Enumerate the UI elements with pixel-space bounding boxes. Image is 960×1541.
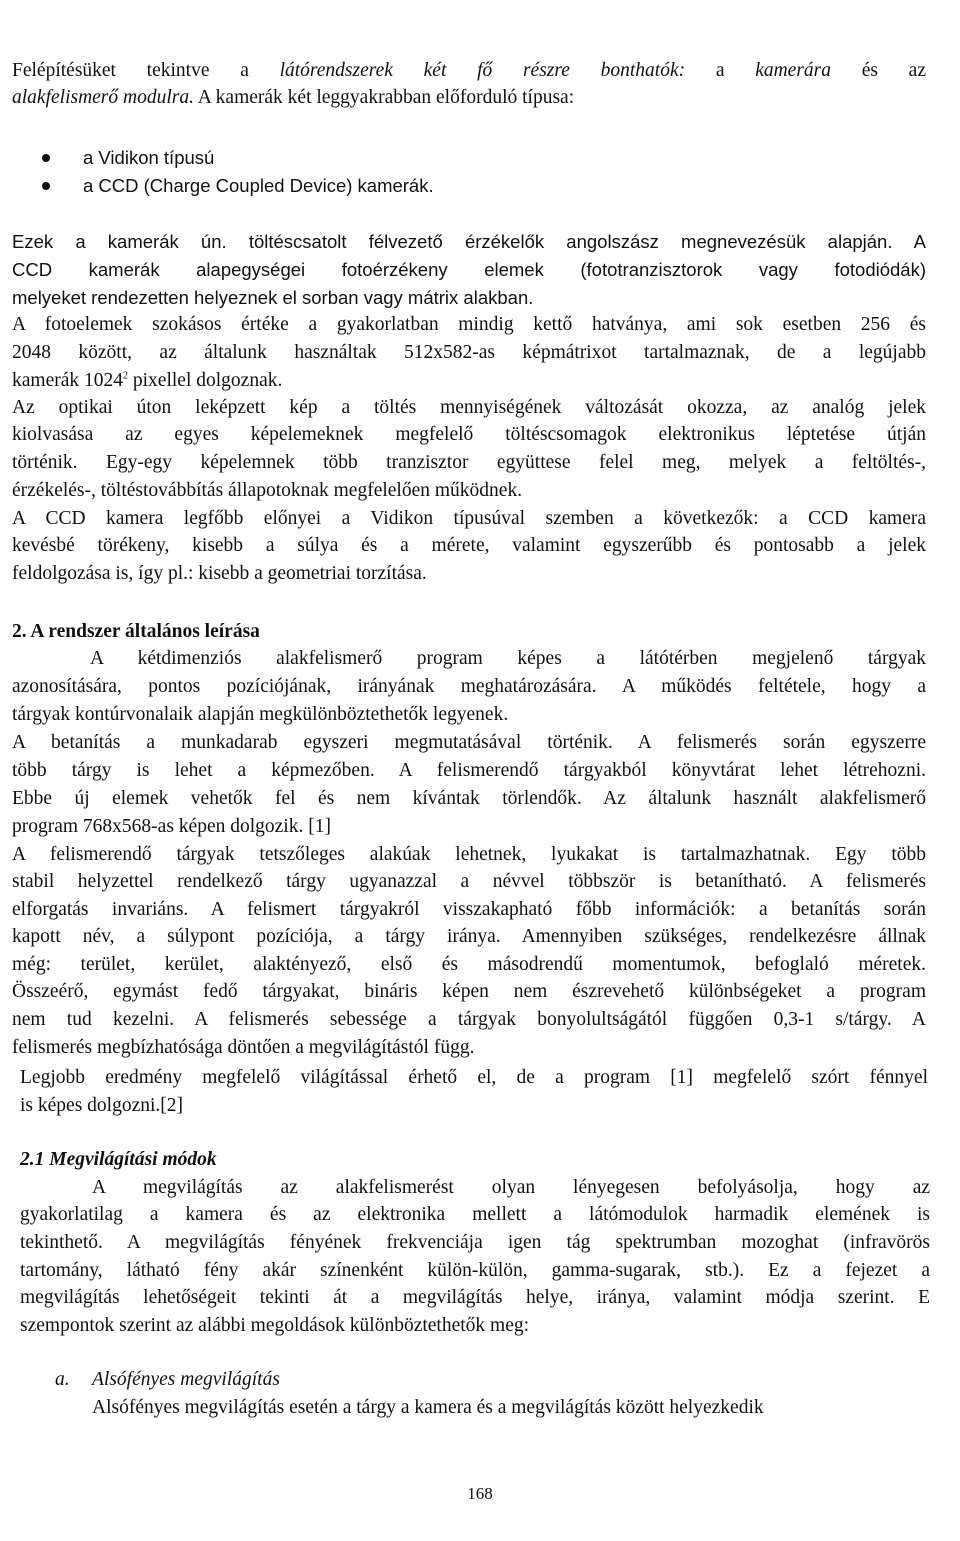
intro-emphasis: kamerára	[755, 60, 832, 81]
intro-text: és az	[831, 60, 926, 81]
bullet-item: a Vidikon típusú	[83, 147, 215, 168]
paragraph-line: feldolgozása is, így pl.: kisebb a geometriai torzítása.	[12, 563, 427, 584]
page-number: 168	[467, 1484, 493, 1503]
paragraph-line: A megvilágítás az alakfelismerést olyan lényegesen befolyásolja, hogy az	[92, 1177, 930, 1198]
paragraph-line: nem tud kezelni. A felismerés sebessége a tárgyak bonyolultságától függően 0,3-1 s/tárgy. A	[12, 1009, 926, 1030]
paragraph-line: még: terület, kerület, alaktényező, első és másodrendű momentumok, befoglaló méretek.	[12, 954, 926, 975]
paragraph-line: Alsófényes megvilágítás esetén a tárgy a kamera és a megvilágítás között helyezkedik	[92, 1397, 764, 1418]
intro-emphasis: látórendszerek két fő részre bonthatók:	[279, 60, 686, 81]
paragraph-line: kiolvasása az egyes képelemeknek megfelelő töltéscsomagok elektronikus léptetése útján	[12, 424, 926, 445]
section-heading: 2. A rendszer általános leírása	[12, 621, 260, 642]
subsection-heading: 2.1 Megvilágítási módok	[20, 1149, 217, 1170]
paragraph-line: A kétdimenziós alakfelismerő program képes a látótérben megjelenő tárgyak	[90, 648, 926, 669]
paragraph-line: program 768x568-as képen dolgozik. [1]	[12, 816, 331, 837]
bullet-dot	[42, 182, 50, 190]
intro-text: a	[685, 60, 756, 81]
paragraph-line: A fotoelemek szokásos értéke a gyakorlatban mindig kettő hatványa, ami sok esetben 256 és	[12, 314, 926, 335]
paragraph-line: kapott név, a súlypont pozíciója, a tárgy iránya. Amennyiben szükséges, rendelkezésre állnak	[12, 926, 926, 947]
paragraph-line: felismerés megbízhatósága döntően a megvilágítástól függ.	[12, 1037, 475, 1058]
paragraph-line: A CCD kamera legfőbb előnyei a Vidikon típusúval szemben a következők: a CCD kamera	[12, 508, 926, 529]
paragraph-line: tartomány, látható fény akár színenként külön-külön, gamma-sugarak, stb.). Ez a fejezet a	[20, 1260, 930, 1281]
paragraph-line: Ezek a kamerák ún. töltéscsatolt félvezető érzékelők angolszász megnevezésük alapján. A	[12, 231, 926, 252]
paragraph-line: megvilágítás lehetőségeit tekinti át a megvilágítás helye, iránya, valamint módja szerint. E	[20, 1287, 930, 1308]
paragraph-line: is képes dolgozni.[2]	[20, 1095, 184, 1116]
paragraph-line: CCD kamerák alapegységei fotoérzékeny elemek (fototranzisztorok vagy fotodiódák)	[12, 259, 926, 280]
bullet-item: a CCD (Charge Coupled Device) kamerák.	[83, 175, 434, 196]
paragraph-line: érzékelés-, töltéstovábbítás állapotoknak megfelelően működnek.	[12, 480, 523, 501]
paragraph-line: elforgatás invariáns. A felismert tárgyakról visszakapható főbb információk: a betanítás során	[12, 899, 926, 920]
paragraph-line: szempontok szerint az alábbi megoldások különböztethetők meg:	[20, 1315, 530, 1336]
paragraph-line: Ebbe új elemek vehetők fel és nem kívántak törlendők. Az általunk használt alakfelismerő	[12, 788, 926, 809]
intro-text: A kamerák két leggyakrabban előforduló típusa:	[193, 87, 575, 108]
list-label: a.	[55, 1369, 70, 1390]
paragraph-line: tárgyak kontúrvonalaik alapján megkülönböztethetők legyenek.	[12, 704, 509, 725]
paragraph-line: A felismerendő tárgyak tetszőleges alakúak lehetnek, lyukakat is tartalmazhatnak. Egy több	[12, 844, 926, 865]
intro-line-1	[12, 57, 926, 84]
paragraph-line: stabil helyzettel rendelkező tárgy ugyanazzal a névvel többször is betanítható. A felismerés	[12, 871, 926, 892]
paragraph-line: történik. Egy-egy képelemnek több tranzisztor együttese felel meg, melyek a feltöltés-,	[12, 452, 926, 473]
paragraph-text: pixellel dolgoznak.	[128, 370, 283, 391]
intro-text: Felépítésüket tekintve a	[12, 60, 280, 81]
paragraph-line: Összeérő, egymást fedő tárgyakat, bináris képen nem észrevehető különbségeket a program	[12, 981, 926, 1002]
intro-emphasis: alakfelismerő modulra.	[12, 87, 194, 108]
paragraph-line: Az optikai úton leképzett kép a töltés mennyiségének változását okozza, az analóg jelek	[12, 397, 926, 418]
paragraph-line: több tárgy is lehet a képmezőben. A felismerendő tárgyakból könyvtárat lehet létrehozni.	[12, 760, 926, 781]
paragraph-line: azonosítására, pontos pozíciójának, irányának meghatározására. A működés feltétele, hogy a	[12, 676, 926, 697]
paragraph-line: 2048 között, az általunk használtak 512x582-as képmátrixot tartalmaznak, de a legújabb	[12, 342, 926, 363]
paragraph-line: melyeket rendezetten helyeznek el sorban vagy mátrix alakban.	[12, 287, 534, 308]
paragraph-line: tekinthető. A megvilágítás fényének frekvenciája igen tág spektrumban mozoghat (infravörös	[20, 1232, 930, 1253]
paragraph-line	[12, 367, 926, 394]
paragraph-text: kamerák 1024	[12, 370, 124, 391]
list-heading: Alsófényes megvilágítás	[92, 1369, 280, 1390]
superscript: 2	[123, 370, 129, 382]
paragraph-line: A betanítás a munkadarab egyszeri megmutatásával történik. A felismerés során egyszerre	[12, 732, 926, 753]
paragraph-line: gyakorlatilag a kamera és az elektronika mellett a látómodulok harmadik elemének is	[20, 1204, 930, 1225]
paragraph-line: Legjobb eredmény megfelelő világítással érhető el, de a program [1] megfelelő szórt fénnyel	[20, 1067, 928, 1088]
intro-line-2	[12, 84, 926, 111]
paragraph-line: kevésbé törékeny, kisebb a súlya és a mérete, valamint egyszerűbb és pontosabb a jelek	[12, 535, 926, 556]
bullet-dot	[42, 154, 50, 162]
